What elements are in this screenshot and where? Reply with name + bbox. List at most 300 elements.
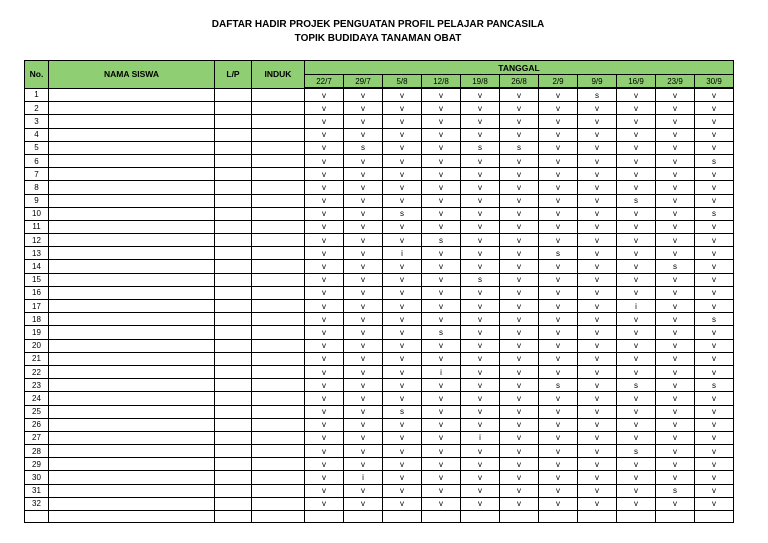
- induk-cell: [252, 141, 305, 154]
- attendance-mark: v: [305, 379, 344, 392]
- attendance-mark: v: [656, 497, 695, 510]
- table-header: [25, 61, 734, 89]
- attendance-mark: v: [578, 141, 617, 154]
- table-row: [25, 471, 734, 484]
- attendance-mark: v: [422, 181, 461, 194]
- attendance-mark: v: [422, 445, 461, 458]
- attendance-mark: v: [422, 471, 461, 484]
- attendance-mark: v: [656, 247, 695, 260]
- gender-cell: [215, 313, 252, 326]
- attendance-mark: v: [422, 286, 461, 299]
- attendance-mark: v: [344, 392, 383, 405]
- table-row: [25, 484, 734, 497]
- attendance-mark: v: [383, 88, 422, 102]
- attendance-mark: v: [578, 128, 617, 141]
- attendance-mark: v: [500, 484, 539, 497]
- row-number: 10: [25, 207, 49, 220]
- table-row: [25, 234, 734, 247]
- gender-cell: [215, 207, 252, 220]
- attendance-mark: v: [461, 326, 500, 339]
- attendance-mark: v: [461, 247, 500, 260]
- header-lp: L/P: [215, 61, 252, 89]
- attendance-mark: v: [695, 392, 734, 405]
- attendance-mark: v: [656, 154, 695, 167]
- row-number: 2: [25, 102, 49, 115]
- induk-cell: [252, 379, 305, 392]
- attendance-mark: v: [344, 247, 383, 260]
- attendance-mark: s: [695, 379, 734, 392]
- attendance-mark: v: [539, 273, 578, 286]
- attendance-mark: v: [656, 273, 695, 286]
- attendance-mark: v: [656, 141, 695, 154]
- date-header: 19/8: [461, 75, 500, 89]
- attendance-mark: v: [578, 102, 617, 115]
- attendance-mark: v: [305, 181, 344, 194]
- gender-cell: [215, 168, 252, 181]
- induk-cell: [252, 326, 305, 339]
- attendance-mark: s: [383, 405, 422, 418]
- attendance-mark: v: [305, 128, 344, 141]
- attendance-mark: v: [656, 220, 695, 233]
- empty-cell: [25, 511, 49, 523]
- attendance-mark: v: [695, 405, 734, 418]
- gender-cell: [215, 484, 252, 497]
- attendance-mark: v: [695, 497, 734, 510]
- attendance-table: [24, 60, 734, 523]
- student-name-cell: [49, 445, 215, 458]
- student-name-cell: [49, 418, 215, 431]
- attendance-mark: v: [578, 115, 617, 128]
- induk-cell: [252, 286, 305, 299]
- attendance-mark: v: [578, 247, 617, 260]
- attendance-mark: v: [383, 365, 422, 378]
- attendance-mark: v: [422, 88, 461, 102]
- induk-cell: [252, 471, 305, 484]
- attendance-mark: v: [422, 273, 461, 286]
- attendance-mark: v: [695, 352, 734, 365]
- attendance-mark: v: [344, 168, 383, 181]
- attendance-mark: v: [344, 154, 383, 167]
- attendance-mark: v: [383, 273, 422, 286]
- attendance-mark: v: [344, 365, 383, 378]
- attendance-mark: v: [500, 286, 539, 299]
- attendance-mark: v: [500, 458, 539, 471]
- attendance-mark: v: [383, 115, 422, 128]
- attendance-mark: v: [305, 141, 344, 154]
- table-row: [25, 418, 734, 431]
- attendance-mark: v: [656, 194, 695, 207]
- attendance-mark: v: [383, 194, 422, 207]
- attendance-mark: v: [656, 102, 695, 115]
- attendance-mark: v: [344, 484, 383, 497]
- gender-cell: [215, 379, 252, 392]
- attendance-mark: v: [422, 128, 461, 141]
- empty-cell: [656, 511, 695, 523]
- attendance-mark: v: [461, 115, 500, 128]
- empty-cell: [215, 511, 252, 523]
- attendance-mark: v: [656, 300, 695, 313]
- date-header: 29/7: [344, 75, 383, 89]
- attendance-mark: v: [422, 379, 461, 392]
- row-number: 26: [25, 418, 49, 431]
- attendance-mark: s: [539, 379, 578, 392]
- attendance-mark: v: [461, 300, 500, 313]
- attendance-mark: v: [422, 392, 461, 405]
- attendance-mark: v: [383, 168, 422, 181]
- induk-cell: [252, 300, 305, 313]
- attendance-mark: i: [383, 247, 422, 260]
- induk-cell: [252, 273, 305, 286]
- attendance-mark: v: [383, 154, 422, 167]
- row-number: 25: [25, 405, 49, 418]
- attendance-mark: v: [344, 286, 383, 299]
- student-name-cell: [49, 484, 215, 497]
- empty-cell: [539, 511, 578, 523]
- attendance-mark: v: [539, 445, 578, 458]
- attendance-mark: v: [383, 234, 422, 247]
- attendance-mark: s: [383, 207, 422, 220]
- attendance-mark: v: [305, 405, 344, 418]
- empty-row: [25, 511, 734, 523]
- attendance-mark: v: [422, 260, 461, 273]
- attendance-mark: v: [656, 392, 695, 405]
- table-row: [25, 458, 734, 471]
- attendance-mark: v: [344, 431, 383, 444]
- attendance-mark: v: [344, 194, 383, 207]
- attendance-mark: v: [695, 115, 734, 128]
- attendance-mark: s: [422, 326, 461, 339]
- empty-cell: [252, 511, 305, 523]
- table-row: [25, 445, 734, 458]
- attendance-mark: v: [344, 339, 383, 352]
- table-row: [25, 379, 734, 392]
- induk-cell: [252, 220, 305, 233]
- attendance-mark: v: [695, 168, 734, 181]
- attendance-mark: v: [305, 234, 344, 247]
- attendance-mark: v: [539, 497, 578, 510]
- attendance-mark: v: [461, 497, 500, 510]
- gender-cell: [215, 365, 252, 378]
- student-name-cell: [49, 313, 215, 326]
- student-name-cell: [49, 497, 215, 510]
- attendance-mark: v: [578, 300, 617, 313]
- attendance-mark: v: [695, 141, 734, 154]
- attendance-mark: v: [383, 458, 422, 471]
- table-row: [25, 115, 734, 128]
- row-number: 3: [25, 115, 49, 128]
- attendance-mark: v: [383, 181, 422, 194]
- header-induk: INDUK: [252, 61, 305, 89]
- induk-cell: [252, 207, 305, 220]
- induk-cell: [252, 88, 305, 102]
- attendance-mark: v: [344, 445, 383, 458]
- attendance-mark: v: [656, 168, 695, 181]
- date-header: 2/9: [539, 75, 578, 89]
- attendance-mark: v: [617, 484, 656, 497]
- attendance-mark: v: [383, 339, 422, 352]
- attendance-mark: v: [656, 379, 695, 392]
- empty-cell: [49, 511, 215, 523]
- induk-cell: [252, 260, 305, 273]
- attendance-mark: v: [578, 458, 617, 471]
- attendance-mark: s: [578, 88, 617, 102]
- attendance-mark: v: [617, 497, 656, 510]
- row-number: 16: [25, 286, 49, 299]
- empty-cell: [695, 511, 734, 523]
- attendance-mark: v: [539, 154, 578, 167]
- table-row: [25, 88, 734, 102]
- attendance-mark: v: [383, 220, 422, 233]
- attendance-mark: s: [617, 194, 656, 207]
- attendance-mark: v: [305, 445, 344, 458]
- gender-cell: [215, 352, 252, 365]
- document-title: [0, 18, 756, 46]
- gender-cell: [215, 471, 252, 484]
- attendance-mark: v: [539, 141, 578, 154]
- attendance-mark: v: [539, 88, 578, 102]
- student-name-cell: [49, 234, 215, 247]
- attendance-mark: v: [344, 128, 383, 141]
- attendance-mark: v: [500, 471, 539, 484]
- attendance-mark: v: [500, 220, 539, 233]
- attendance-mark: v: [500, 115, 539, 128]
- attendance-mark: v: [461, 339, 500, 352]
- gender-cell: [215, 88, 252, 102]
- table-row: [25, 326, 734, 339]
- attendance-mark: v: [695, 339, 734, 352]
- attendance-mark: v: [656, 365, 695, 378]
- student-name-cell: [49, 458, 215, 471]
- attendance-mark: v: [305, 471, 344, 484]
- attendance-mark: v: [422, 418, 461, 431]
- attendance-mark: v: [500, 445, 539, 458]
- attendance-mark: v: [656, 234, 695, 247]
- student-name-cell: [49, 405, 215, 418]
- attendance-mark: v: [578, 339, 617, 352]
- table-row: [25, 102, 734, 115]
- attendance-mark: v: [656, 128, 695, 141]
- attendance-mark: v: [305, 300, 344, 313]
- attendance-mark: v: [305, 220, 344, 233]
- gender-cell: [215, 431, 252, 444]
- attendance-mark: v: [383, 102, 422, 115]
- gender-cell: [215, 392, 252, 405]
- attendance-mark: v: [500, 379, 539, 392]
- attendance-mark: v: [461, 128, 500, 141]
- attendance-mark: v: [500, 247, 539, 260]
- empty-cell: [383, 511, 422, 523]
- table-row: [25, 141, 734, 154]
- attendance-mark: v: [578, 405, 617, 418]
- attendance-mark: v: [305, 339, 344, 352]
- header-tanggal: TANGGAL: [305, 61, 734, 75]
- attendance-mark: v: [539, 300, 578, 313]
- attendance-mark: v: [500, 431, 539, 444]
- attendance-mark: v: [305, 168, 344, 181]
- attendance-mark: v: [578, 273, 617, 286]
- attendance-mark: v: [305, 154, 344, 167]
- attendance-mark: v: [539, 286, 578, 299]
- attendance-mark: v: [422, 484, 461, 497]
- attendance-mark: v: [539, 194, 578, 207]
- attendance-mark: v: [500, 181, 539, 194]
- attendance-mark: s: [461, 141, 500, 154]
- attendance-mark: v: [578, 168, 617, 181]
- gender-cell: [215, 181, 252, 194]
- attendance-mark: v: [422, 300, 461, 313]
- attendance-mark: v: [305, 273, 344, 286]
- attendance-mark: v: [578, 260, 617, 273]
- attendance-mark: s: [695, 207, 734, 220]
- attendance-mark: v: [695, 88, 734, 102]
- row-number: 19: [25, 326, 49, 339]
- empty-cell: [617, 511, 656, 523]
- gender-cell: [215, 458, 252, 471]
- date-header: 12/8: [422, 75, 461, 89]
- attendance-mark: v: [695, 234, 734, 247]
- attendance-mark: v: [383, 379, 422, 392]
- attendance-mark: v: [617, 141, 656, 154]
- student-name-cell: [49, 273, 215, 286]
- empty-cell: [578, 511, 617, 523]
- attendance-mark: v: [656, 286, 695, 299]
- attendance-mark: v: [656, 339, 695, 352]
- attendance-mark: v: [617, 260, 656, 273]
- attendance-mark: v: [617, 88, 656, 102]
- attendance-mark: s: [656, 260, 695, 273]
- attendance-mark: v: [344, 234, 383, 247]
- attendance-mark: v: [305, 484, 344, 497]
- date-header: 30/9: [695, 75, 734, 89]
- attendance-mark: v: [461, 102, 500, 115]
- attendance-mark: v: [422, 141, 461, 154]
- induk-cell: [252, 247, 305, 260]
- table-row: [25, 273, 734, 286]
- attendance-mark: v: [500, 128, 539, 141]
- student-name-cell: [49, 300, 215, 313]
- attendance-mark: v: [578, 418, 617, 431]
- student-name-cell: [49, 141, 215, 154]
- attendance-mark: v: [500, 273, 539, 286]
- date-header: 23/9: [656, 75, 695, 89]
- induk-cell: [252, 405, 305, 418]
- table-row: [25, 154, 734, 167]
- attendance-mark: v: [578, 286, 617, 299]
- title-line-2: TOPIK BUDIDAYA TANAMAN OBAT: [294, 33, 462, 44]
- attendance-mark: i: [461, 431, 500, 444]
- attendance-mark: v: [578, 471, 617, 484]
- induk-cell: [252, 458, 305, 471]
- table-row: [25, 194, 734, 207]
- induk-cell: [252, 154, 305, 167]
- induk-cell: [252, 194, 305, 207]
- attendance-mark: v: [539, 339, 578, 352]
- attendance-mark: v: [461, 405, 500, 418]
- attendance-mark: v: [695, 220, 734, 233]
- attendance-mark: v: [539, 234, 578, 247]
- row-number: 9: [25, 194, 49, 207]
- attendance-mark: v: [539, 207, 578, 220]
- attendance-mark: v: [617, 115, 656, 128]
- attendance-mark: v: [539, 326, 578, 339]
- attendance-mark: v: [695, 431, 734, 444]
- attendance-mark: v: [500, 234, 539, 247]
- attendance-mark: v: [344, 88, 383, 102]
- gender-cell: [215, 497, 252, 510]
- attendance-mark: v: [344, 497, 383, 510]
- gender-cell: [215, 128, 252, 141]
- row-number: 21: [25, 352, 49, 365]
- student-name-cell: [49, 352, 215, 365]
- student-name-cell: [49, 102, 215, 115]
- attendance-mark: v: [461, 220, 500, 233]
- attendance-mark: v: [617, 207, 656, 220]
- attendance-mark: v: [344, 115, 383, 128]
- empty-cell: [344, 511, 383, 523]
- row-number: 24: [25, 392, 49, 405]
- attendance-mark: s: [617, 445, 656, 458]
- attendance-mark: s: [461, 273, 500, 286]
- attendance-mark: v: [422, 313, 461, 326]
- row-number: 29: [25, 458, 49, 471]
- attendance-mark: v: [305, 352, 344, 365]
- table-row: [25, 352, 734, 365]
- attendance-mark: v: [539, 181, 578, 194]
- attendance-mark: v: [539, 458, 578, 471]
- attendance-mark: v: [383, 431, 422, 444]
- attendance-mark: v: [656, 88, 695, 102]
- table-row: [25, 247, 734, 260]
- gender-cell: [215, 273, 252, 286]
- attendance-mark: v: [422, 102, 461, 115]
- attendance-mark: v: [617, 102, 656, 115]
- attendance-mark: v: [305, 418, 344, 431]
- gender-cell: [215, 326, 252, 339]
- attendance-mark: v: [539, 471, 578, 484]
- row-number: 27: [25, 431, 49, 444]
- attendance-mark: v: [500, 313, 539, 326]
- attendance-mark: v: [305, 497, 344, 510]
- gender-cell: [215, 286, 252, 299]
- attendance-mark: v: [617, 168, 656, 181]
- induk-cell: [252, 168, 305, 181]
- table-row: [25, 313, 734, 326]
- attendance-mark: v: [461, 207, 500, 220]
- row-number: 13: [25, 247, 49, 260]
- attendance-mark: v: [461, 484, 500, 497]
- student-name-cell: [49, 392, 215, 405]
- attendance-mark: v: [539, 392, 578, 405]
- attendance-mark: v: [617, 220, 656, 233]
- attendance-mark: v: [617, 365, 656, 378]
- row-number: 17: [25, 300, 49, 313]
- student-name-cell: [49, 379, 215, 392]
- student-name-cell: [49, 365, 215, 378]
- table-row: [25, 339, 734, 352]
- row-number: 1: [25, 88, 49, 102]
- attendance-mark: v: [578, 313, 617, 326]
- student-name-cell: [49, 339, 215, 352]
- attendance-mark: v: [539, 102, 578, 115]
- attendance-mark: v: [695, 102, 734, 115]
- attendance-mark: v: [383, 497, 422, 510]
- induk-cell: [252, 181, 305, 194]
- induk-cell: [252, 339, 305, 352]
- attendance-mark: v: [383, 141, 422, 154]
- attendance-mark: v: [656, 207, 695, 220]
- attendance-mark: v: [422, 405, 461, 418]
- attendance-mark: v: [383, 484, 422, 497]
